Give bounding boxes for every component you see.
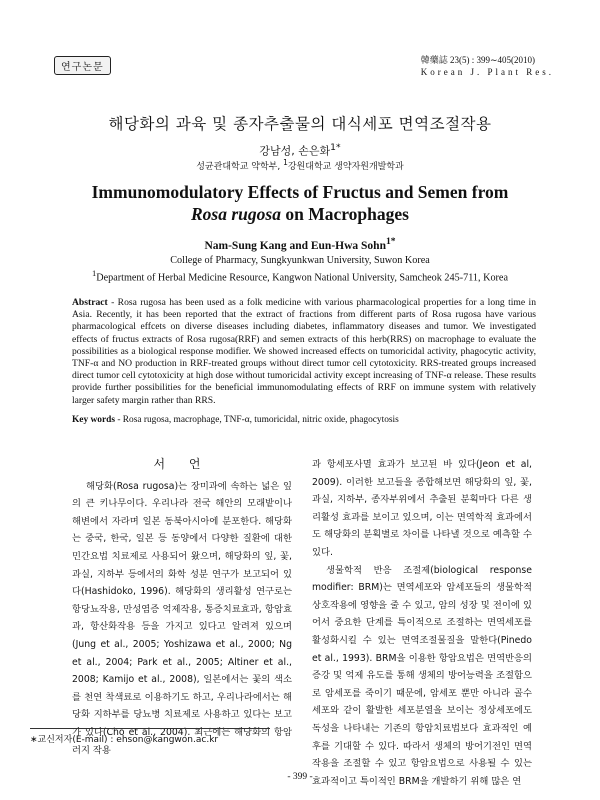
korean-authors [0, 142, 600, 159]
corresponding-author-footnote: ∗교신저자(E-mail) : ehson@kangwon.ac.kr [30, 735, 219, 745]
keywords-label: Key words [72, 415, 115, 425]
left-column-text: 해당화(Rosa rugosa)는 장미과에 속하는 넓은 잎의 큰 키나무이다. 우리나라 전국 해안의 모래밭이나 해변에서 자라며 일본 동북아시아에 분포한다. 해당화는 중국, 한국, 일본 등 동양에서 다양한 질환에 대한 민간요법 치료제로 사용되어 왔으며, 해당화의 잎, 꽃, 과실, 지하부 등에서의 화학 성분 연구가 보고되어 있다(Hashidoko, 1996). 해당화의 생리활성 연구로는 항당뇨작용, 만성염증 억제작용, 통증치료효과, 항암효과, 항산화작용 등을 가지고 있다고 알려져 있으며(Jung et al., 2005; Yoshizawa et al., 2000; Ng et al., 2004; Park et al., 2005; Altiner et al., 2008; Kamijo et al., 2008), 일본에서는 꽃의 색소를 천연 착색료로 이용하기도 하고, 우리나라에서는 해당화 지하부를 당뇨병 치료제로 사용하고 있다는 보고가 있다(Cho et al., 2004). 최근에는 해당화의 항암러지 작용 [72, 480, 292, 756]
english-title-line2 [0, 203, 600, 225]
korean-affiliation-b: 강원대학교 생약자원개발학과 [287, 162, 404, 172]
page-number: - 399 - [287, 772, 313, 782]
english-affiliation-2-wrap [0, 267, 600, 284]
article-type-badge: 연구논문 [54, 56, 111, 75]
english-authors [0, 236, 600, 252]
english-affiliation-2: Department of Herbal Medicine Resource, Kangwon National University, Samcheok 245-711, Korea [96, 272, 508, 284]
journal-name: Korean J. Plant Res. [420, 67, 554, 77]
right-column [312, 456, 532, 790]
right-column-para-2: 생물학적 반응 조절제(biological response modifier: BRM)는 면역세포와 암세포들의 생물학적 상호작용에 영향을 줄 수 있고, 암의 성장 및 전이에 있어서 중요한 단계를 특이적으로 조절하는 면역세포를 활성화시킬 수 있는 면역조절물질을 말한다(Pinedo et al., 1993). BRM을 이용한 항암요법은 면역반응의 증강 및 억제 유도를 통해 생체의 방어능력을 조절함으로 암세포를 죽이기 때문에, 암세포 뿐만 아니라 골수세포와 같이 활발한 세포분열을 보이는 정상세포에도 독성을 나타내는 기존의 항암치료법보다 효과적인 예후를 기대할 수 있다. 따라서 생체의 방어기전인 면역작용을 조절할 수 있고 항암요법으로 사용될 수 있는 효과적이고 특이적인 BRM을 개발하기 위해 많은 연 [312, 564, 532, 787]
right-column-para-1: 과 항세포사멸 효과가 보고된 바 있다(Jeon et al, 2009). 이러한 보고들을 종합해보면 해당화의 잎, 꽃, 과실, 지하부, 종자부위에서 추출된 분획마다 다른 생리활성 효과를 보이고 있으며, 이는 면역학적 효과에서도 해당화의 분획별로 차이를 나타낼 것으로 예측할 수 있다. [312, 459, 532, 558]
korean-affiliation-a: 성균관대학교 약학부, [196, 162, 284, 172]
left-column [72, 456, 292, 759]
journal-reference [421, 54, 554, 78]
english-author-names: Nam-Sung Kang and Eun-Hwa Sohn [204, 239, 386, 252]
english-affiliation-2-sup: 1 [92, 268, 97, 278]
keywords [72, 415, 542, 425]
english-title [0, 181, 600, 225]
keywords-text: - Rosa rugosa, macrophage, TNF-α, tumoricidal, nitric oxide, phagocytosis [114, 415, 399, 425]
abstract-label: Abstract [72, 297, 108, 308]
english-title-line1: Immunomodulatory Effects of Fructus and Semen from [91, 182, 509, 202]
abstract-text: - Rosa rugosa has been used as a folk medicine with various pharmacological properties for a long time in Asia. Recently, it has been reported that the extract of fractions from different parts of Rosa rugosa have various pharmacological effcets on diverse diseases including diabetes, inflammatory diseases and tumor. We investigated effects of fructus extracts of Rosa rugosa(RRF) and semen extracts of this herb(RRS) on macrophage to evaluate the possibilities as a biological response modifier. We showed increased effects on tumoricidal activity, phagocytic activity, TNF-α and NO production in RRF-treated groups without direct tumor cell cytotoxicity. RRS-treated groups increased direct tumor cell cytotoxicity at high dose without tumoricidal activity except increasing of TNF-α release. These results provide further possibilities for the beneficial immunomodulating effects of RRF on immune system with relatively larger safety margin rather than RRS. [72, 297, 536, 406]
abstract [72, 297, 536, 407]
journal-citation: 韓藥誌 23(5) : 399∼405(2010) [420, 55, 536, 65]
species-name: Rosa rugosa [191, 204, 281, 224]
korean-title: 해당화의 과육 및 종자추출물의 대식세포 면역조절작용 [108, 115, 492, 133]
footnote-divider [30, 728, 270, 729]
english-affiliation-1: College of Pharmacy, Sungkyunkwan University, Suwon Korea [170, 255, 430, 266]
korean-affiliation-sup: 1 [283, 158, 288, 167]
english-affiliation [0, 254, 600, 284]
english-author-sup: 1* [385, 236, 396, 247]
section-heading: 서 언 [153, 457, 211, 471]
korean-affiliation [0, 158, 600, 172]
english-title-rest: on Macrophages [280, 204, 409, 224]
korean-author-sup: 1* [330, 142, 341, 153]
korean-author-names: 강남성, 손은화 [259, 144, 331, 158]
